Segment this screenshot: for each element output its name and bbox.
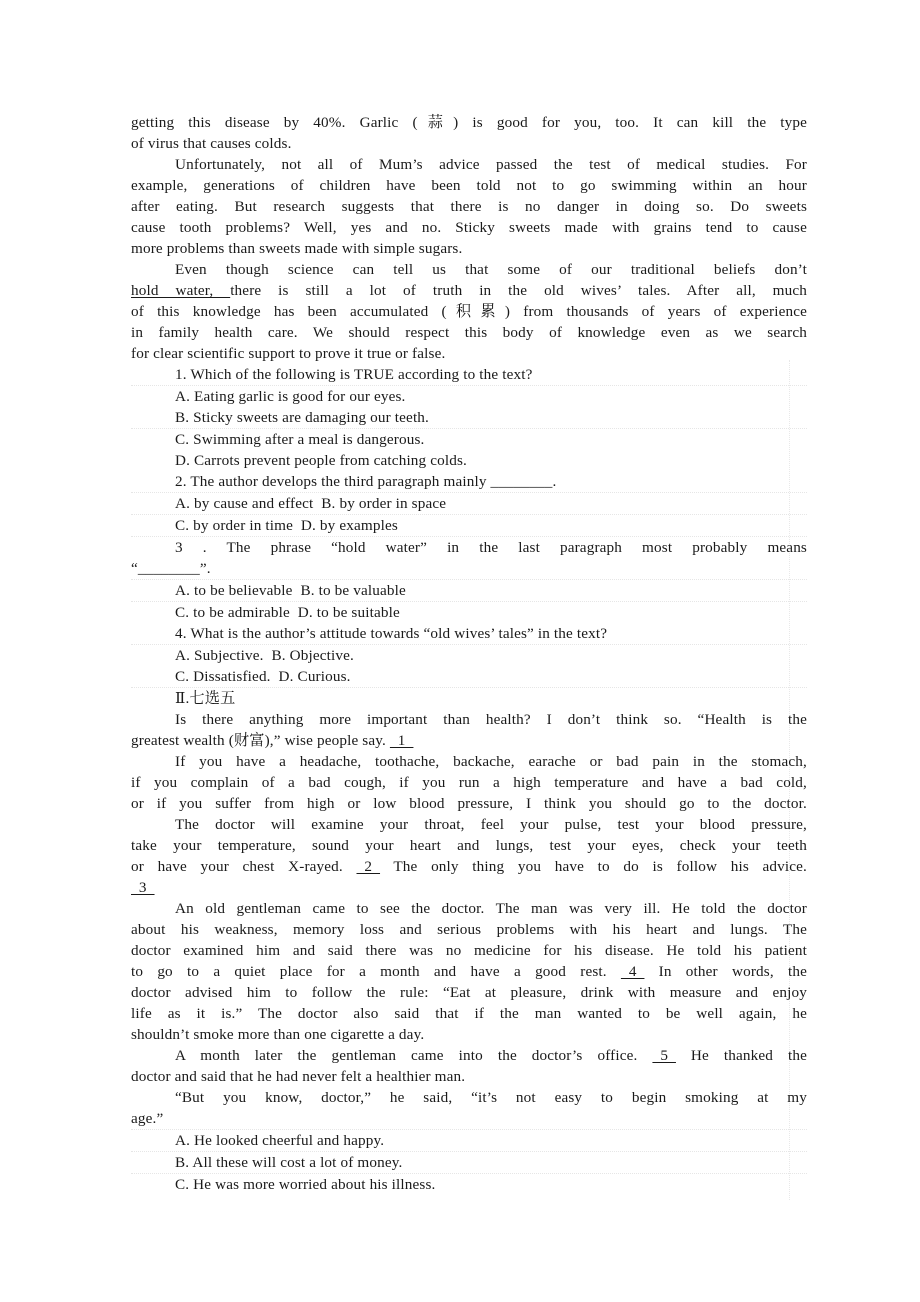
- passage-line: if you complain of a bad cough, if you run a high temperature and have a bad cold,: [131, 774, 807, 791]
- question-3-options-ab: A. to be believable B. to be valuable: [131, 580, 807, 602]
- passage-line: doctor examined him and said there was no medicine for his disease. He told his patient: [131, 942, 807, 959]
- passage-line: about his weakness, memory loss and serious problems with his heart and lungs. The: [131, 921, 807, 938]
- blank-2: 2: [356, 858, 381, 875]
- passage-line: Unfortunately, not all of Mum’s advice passed the test of medical studies. For: [175, 156, 807, 173]
- question-2-stem: 2. The author develops the third paragraph mainly ________.: [131, 471, 807, 493]
- passage-text: The only thing you have to do is follow his advice.: [380, 858, 807, 875]
- option-c: C. He was more worried about his illness.: [175, 1176, 436, 1193]
- blank-4: 4: [620, 963, 645, 980]
- question-2-options-ab: A. by cause and effect B. by order in space: [131, 493, 807, 515]
- passage-line: for clear scientific support to prove it true or false.: [131, 345, 446, 362]
- question-4-options-ab: A. Subjective. B. Objective.: [175, 647, 354, 664]
- blank-5: 5: [652, 1047, 676, 1064]
- passage-line: [131, 280, 807, 301]
- passage-line: Is there anything more important than health? I don’t think so. “Health is the: [175, 711, 807, 728]
- document-page: [131, 112, 807, 1195]
- passage-line: doctor advised him to follow the rule: “Eat at pleasure, drink with measure and enjoy: [131, 984, 807, 1001]
- passage-text: A month later the gentleman came into the doctor’s office.: [175, 1047, 653, 1064]
- passage-line: life as it is.” The doctor also said that if the man wanted to be well again, he: [131, 1005, 807, 1022]
- question-4-options-cd: C. Dissatisfied. D. Curious.: [131, 666, 807, 688]
- passage-text: In other words, the: [644, 963, 807, 980]
- passage-line: more problems than sweets made with simple sugars.: [131, 240, 463, 257]
- passage-text: to go to a quiet place for a month and have a good rest.: [131, 963, 621, 980]
- passage-line: after eating. But research suggests that there is no danger in doing so. Do sweets: [131, 198, 807, 215]
- passage-text: greatest wealth (财富),” wise people say.: [131, 732, 390, 749]
- passage-text: or have your chest X-rayed.: [131, 858, 357, 875]
- question-4-stem: 4. What is the author’s attitude towards “old wives’ tales” in the text?: [131, 623, 807, 645]
- passage-line: [131, 856, 807, 877]
- passage-line: doctor and said that he had never felt a healthier man.: [131, 1068, 466, 1085]
- question-2-options-cd: C. by order in time D. by examples: [131, 515, 807, 537]
- passage-line: [131, 877, 807, 898]
- passage-line: getting this disease by 40%. Garlic (蒜) is good for you, too. It can kill the type: [131, 114, 807, 131]
- question-1-option-a: A. Eating garlic is good for our eyes.: [175, 388, 406, 405]
- passage-line: example, generations of children have been told not to go swimming within an hour: [131, 177, 807, 194]
- passage-line: Even though science can tell us that some of our traditional beliefs don’t: [175, 261, 807, 278]
- passage-line: An old gentleman came to see the doctor. The man was very ill. He told the doctor: [175, 900, 807, 917]
- passage-line: shouldn’t smoke more than one cigarette a day.: [131, 1026, 425, 1043]
- passage-line: or if you suffer from high or low blood pressure, I think you should go to the doctor.: [131, 795, 807, 812]
- passage-line: of this knowledge has been accumulated (积累) from thousands of years of experience: [131, 303, 807, 320]
- passage-line: [131, 1045, 807, 1066]
- passage-line: “But you know, doctor,” he said, “it’s not easy to begin smoking at my: [175, 1089, 807, 1106]
- question-3-stem: 3 . The phrase “hold water” in the last paragraph most probably means: [175, 539, 807, 556]
- passage-line: The doctor will examine your throat, feel your pulse, test your blood pressure,: [175, 816, 807, 833]
- question-1-option-b: B. Sticky sweets are damaging our teeth.: [131, 407, 807, 429]
- passage-line: cause tooth problems? Well, yes and no. Sticky sweets made with grains tend to cause: [131, 219, 807, 236]
- question-1-stem: 1. Which of the following is TRUE according to the text?: [131, 364, 807, 386]
- question-3-options-cd: C. to be admirable D. to be suitable: [175, 604, 400, 621]
- option-b: B. All these will cost a lot of money.: [131, 1152, 807, 1174]
- blank-1: 1: [389, 732, 414, 749]
- blank-3: 3: [131, 879, 155, 896]
- passage-line: age.”: [131, 1108, 807, 1130]
- passage-line: in family health care. We should respect this body of knowledge even as we search: [131, 324, 807, 341]
- passage-line: [131, 961, 807, 982]
- passage-text: there is still a lot of truth in the old wives’ tales. After all, much: [230, 282, 807, 299]
- question-1-option-d: D. Carrots prevent people from catching colds.: [175, 452, 467, 469]
- section-2-heading: Ⅱ.七选五: [175, 690, 236, 707]
- question-1-option-c: C. Swimming after a meal is dangerous.: [175, 431, 425, 448]
- passage-line: [131, 730, 807, 751]
- passage-line: If you have a headache, toothache, backache, earache or bad pain in the stomach,: [175, 753, 807, 770]
- option-a: A. He looked cheerful and happy.: [131, 1130, 807, 1152]
- underlined-phrase-hold-water: hold water,: [131, 282, 231, 299]
- passage-text: He thanked the: [675, 1047, 807, 1064]
- question-3-stem-blank: “________”.: [131, 558, 807, 580]
- passage-line: of virus that causes colds.: [131, 135, 292, 152]
- passage-line: take your temperature, sound your heart and lungs, test your eyes, check your teeth: [131, 837, 807, 854]
